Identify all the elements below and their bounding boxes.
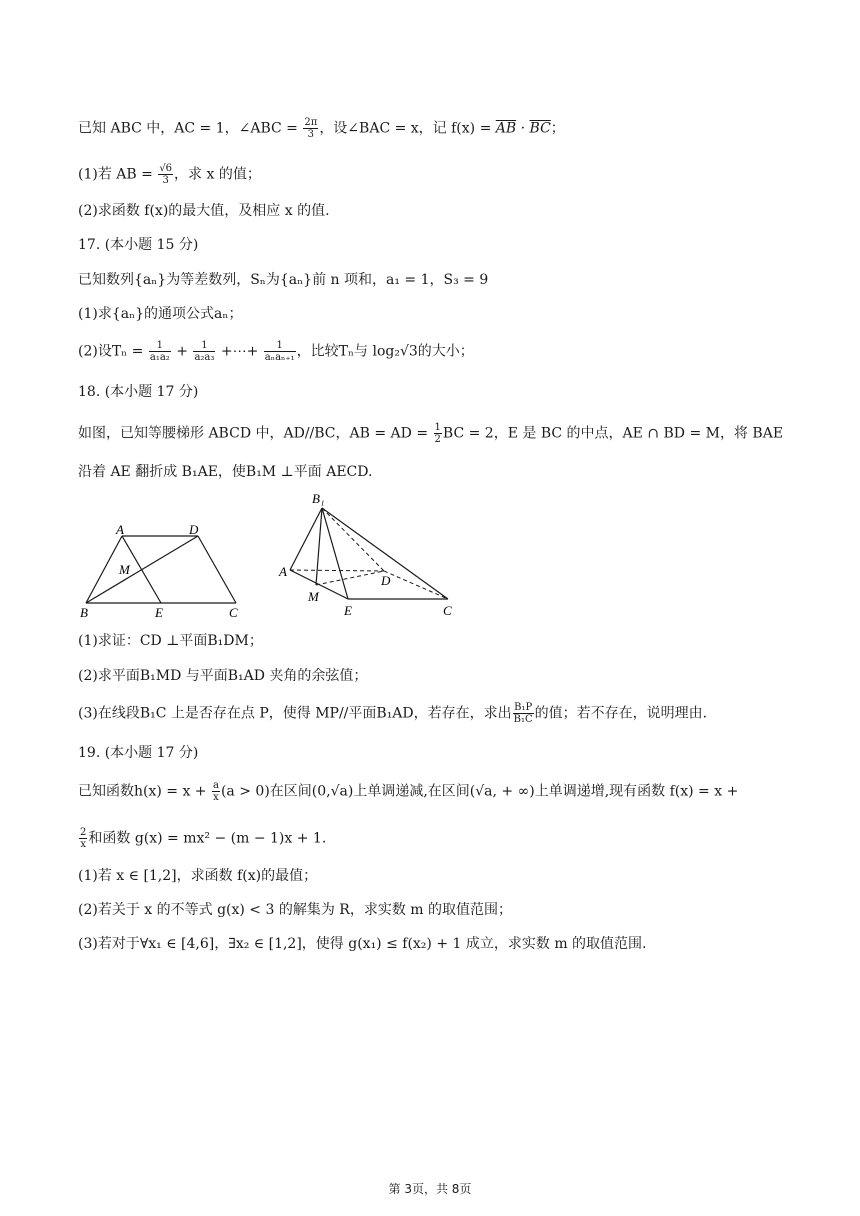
label-a: A (116, 522, 124, 537)
t-fraction-1: $\frac{1}{\text{a₁a₂}}$ (149, 340, 170, 363)
label-e2: E (344, 603, 352, 618)
edge-md-hidden (316, 571, 384, 585)
page-footer: 第 3页，共 8页 (388, 1182, 472, 1196)
q16-intro-c: ，设∠BAC = x，记 f(x) = (319, 120, 496, 137)
a-over-x-fraction: $\frac{a}{x}$ (213, 780, 219, 803)
q16-part2: (2)求函数 f(x)的最大值，及相应 x 的值. (78, 203, 330, 219)
label-d: D (189, 522, 199, 537)
q17-part1: (1)求{aₙ}的通项公式aₙ； (78, 306, 243, 322)
label-e: E (155, 605, 163, 620)
ab-fraction: $\frac{√6}{3}$ (159, 163, 173, 186)
q16-part1: (1)若 AB = $\frac{√6}{3}$ ，求 x 的值； (78, 163, 261, 186)
q16-stem: 已知 ABC 中，AC = 1，∠ABC = $\frac{2\pi}{3}$ ，设∠BAC = x，记 $f(x) = \overline{AB} \cdot \overline{BC}$； (78, 117, 565, 140)
t-fraction-3: $\frac{1}{\text{aₙaₙ₊₁}}$ (264, 340, 295, 363)
edge-b1e (322, 508, 348, 599)
q19-header: 19. (本小题 17 分) (78, 745, 199, 761)
q16-intro-b: ABC 中，AC = 1，∠ABC = (110, 120, 303, 137)
edge-b1m (316, 508, 322, 585)
trapezoid-figure (76, 518, 251, 620)
q18-stem: 如图，已知等腰梯形 ABCD 中，AD//BC，AB = AD = $\frac{1}{2}$ BC = 2，E 是 BC 的中点，AE ∩ BD = M，将 BAE (78, 422, 784, 445)
q19-stem: 已知函数h(x) = x + $\frac{a}{x}$ (a > 0)在区间(0,√a)上单调递减,在区间(√a, + ∞)上单调递增,现有函数 f(x) = x + (78, 780, 739, 803)
pyramid-figure (276, 488, 466, 622)
edge-b1a (290, 508, 322, 570)
edge-ad-hidden (290, 570, 384, 571)
segment-bd (86, 536, 198, 603)
label-m: M (119, 562, 130, 577)
two-over-x-fraction: $\frac{2}{x}$ (80, 827, 87, 850)
label-m2: M (308, 589, 319, 604)
vector-bc: $\overline{BC}$ (529, 120, 551, 137)
q19-part2: (2)若关于 x 的不等式 g(x) < 3 的解集为 R，求实数 m 的取值范围； (78, 902, 513, 918)
ratio-fraction: $\frac{\text{B₁P}}{\text{B₁C}}$ (513, 702, 533, 725)
q19-stem-line2: $\frac{2}{x}$ 和函数 g(x) = mx² − (m − 1)x + 1. (80, 827, 327, 850)
t-fraction-2: $\frac{1}{\text{a₂a₃}}$ (194, 340, 215, 363)
label-b: B (80, 605, 88, 620)
q19-part1: (1)若 x ∈ [1,2]，求函数 f(x)的最值； (78, 868, 318, 884)
label-a2: A (279, 564, 287, 579)
angle-fraction: $\frac{2\pi}{3}$ (304, 117, 318, 140)
q18-stem-line2: 沿着 AE 翻折成 B₁AE，使B₁M ⊥平面 AECD. (78, 464, 373, 480)
q18-header: 18. (本小题 17 分) (78, 384, 199, 400)
q18-part3: (3)在线段B₁C 上是否存在点 P，使得 MP//平面B₁AD，若存在，求出 $\frac{\text{B₁P}}{\text{B₁C}}$ 的值；若不存在，说明理由. (78, 702, 708, 725)
label-c: C (229, 605, 238, 620)
q19-part3: (3)若对于∀x₁ ∈ [4,6]，∃x₂ ∈ [1,2]，使得 g(x₁) ≤ f(x₂) + 1 成立，求实数 m 的取值范围. (78, 936, 647, 952)
q17-stem: 已知数列{aₙ}为等差数列，Sₙ为{aₙ}前 n 项和，a₁ = 1，S₃ = 9 (78, 272, 489, 288)
edge-ab (86, 536, 122, 603)
edge-dc (198, 536, 236, 603)
q17-part2: (2)设Tₙ = $\frac{1}{\text{a₁a₂}}$ + $\frac{1}{\text{a₂a₃}}$ +⋯+ $\frac{1}{\text{aₙaₙ₊₁}}$ ，比较Tₙ与 log₂√3的大小； (78, 340, 474, 363)
label-c2: C (443, 603, 452, 618)
label-b1: B₁ (312, 491, 325, 506)
q18-part1: (1)求证：CD ⊥平面B₁DM； (78, 633, 263, 649)
q16-intro-a: 已知 (78, 120, 111, 137)
q18-part2: (2)求平面B₁MD 与平面B₁AD 夹角的余弦值； (78, 668, 368, 684)
q17-header: 17. (本小题 15 分) (78, 237, 199, 253)
vector-ab: $\overline{AB}$ (495, 120, 517, 137)
half-fraction: $\frac{1}{2}$ (434, 422, 441, 445)
label-d2: D (381, 573, 391, 588)
